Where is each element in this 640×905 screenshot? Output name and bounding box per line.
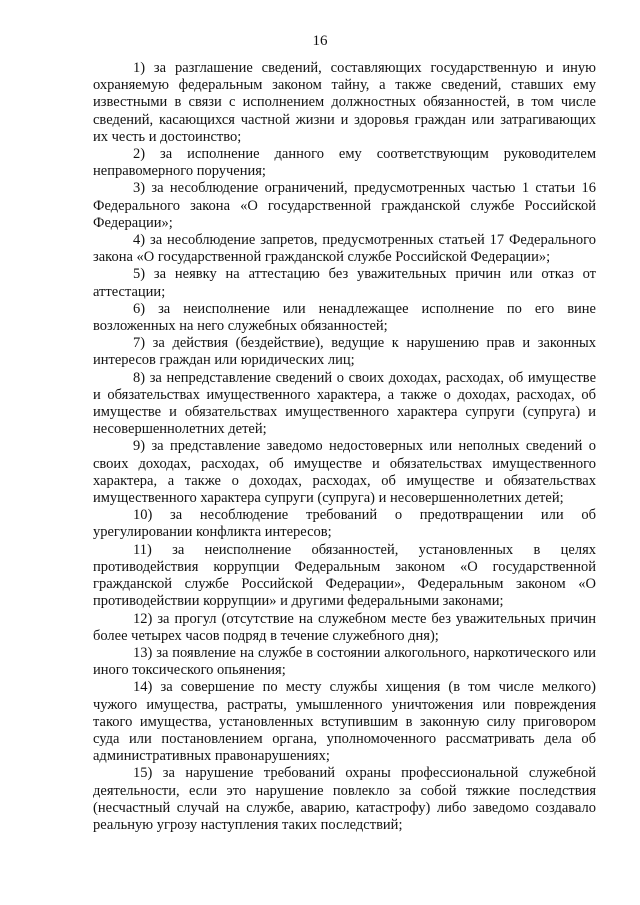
list-item-2: 2) за исполнение данного ему соответствующим руководителем неправомерного поручения;: [93, 146, 596, 180]
page-number: 16: [312, 33, 328, 49]
list-item-12: 12) за прогул (отсутствие на служебном месте без уважительных причин более четырех часов подряд в течение служебного дня);: [93, 610, 596, 644]
list-item-1: 1) за разглашение сведений, составляющих государственную и иную охраняемую федеральным законом тайну, а также сведений, ставших ему известными в связи с исполнением должностных обязанностей, в том числе сведений, касающихся частной жизни и здоровья граждан или затрагивающих их честь и достоинство;: [93, 60, 596, 145]
list-item-6: 6) за неисполнение или ненадлежащее исполнение по его вине возложенных на него служебных обязанностей;: [93, 300, 596, 335]
list-item-14: 14) за совершение по месту службы хищения (в том числе мелкого) чужого имущества, растраты, умышленного уничтожения или повреждения такого имущества, установленных вступившим в законную силу приговором суда или постановлением органа, уполномоченного рассматривать дела об административных правонарушениях;: [93, 679, 596, 765]
list-item-8: 8) за непредставление сведений о своих доходах, расходах, об имуществе и обязательствах имущественного характера, а также о доходах, расходах, об имуществе и обязательствах имущественного характера супруги (супруга) и несовершеннолетних детей;: [93, 369, 596, 438]
list-item-11: 11) за неисполнение обязанностей, установленных в целях противодействия коррупции Федеральным законом «О государственной гражданской службе Российской Федерации», Федеральным законом «О противодействии коррупции» и другими федеральными законами;: [93, 541, 596, 610]
list-item-13: 13) за появление на службе в состоянии алкогольного, наркотического или иного токсического опьянения;: [93, 644, 596, 679]
document-body: [93, 60, 596, 834]
list-item-9: 9) за представление заведомо недостоверных или неполных сведений о своих доходах, расходах, об имуществе и обязательствах имущественного характера, а также о доходах, расходах, об имуществе и обязательствах имущественного характера супруги (супруга) и несовершеннолетних детей;: [93, 438, 596, 507]
list-item-10: 10) за несоблюдение требований о предотвращении или об урегулировании конфликта интересов;: [93, 507, 596, 541]
list-item-5: 5) за неявку на аттестацию без уважительных причин или отказ от аттестации;: [93, 266, 596, 300]
list-item-3: 3) за несоблюдение ограничений, предусмотренных частью 1 статьи 16 Федерального закона «О государственной гражданской службе Российской Федерации»;: [93, 180, 596, 231]
list-item-4: 4) за несоблюдение запретов, предусмотренных статьей 17 Федерального закона «О государственной гражданской службе Российской Федерации»;: [93, 232, 596, 266]
list-item-7: 7) за действия (бездействие), ведущие к нарушению прав и законных интересов граждан или юридических лиц;: [93, 335, 596, 369]
list-item-15: 15) за нарушение требований охраны профессиональной служебной деятельности, если это нарушение повлекло за собой тяжкие последствия (несчастный случай на службе, аварию, катастрофу) либо заведомо создавало реальную угрозу наступления таких последствий;: [93, 765, 596, 833]
